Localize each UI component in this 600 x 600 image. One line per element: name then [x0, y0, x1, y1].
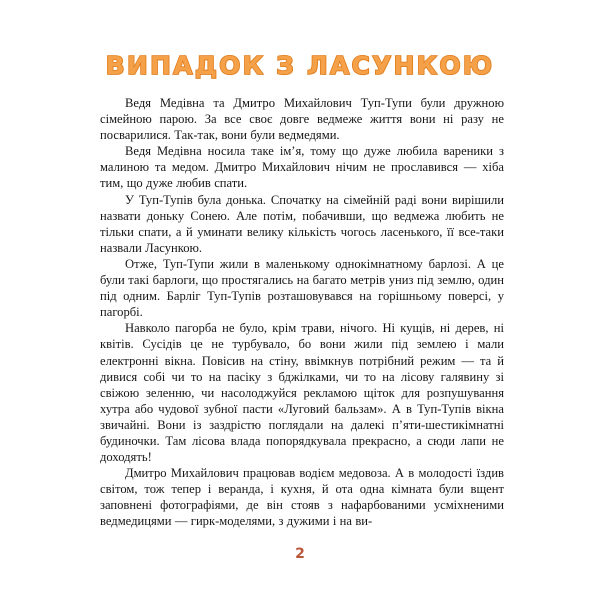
paragraph: Навколо пагорба не було, крім трави, нічого. Ні кущів, ні дерев, ні квітів. Сусідів це не турбувало, бо вони жили під землею і мали електронні вікна. Повісив на стіну, ввімкнув потрібний режим — та й дивися собі чи то на пасіку з бджілками, чи то на лісову галявину зі свіжою зеленню, чи насолоджуйся рекламою щіток для розпушування хутра або чудової зубної пасти «Луговий бальзам». А в Туп-Тупів вікна звичайні. Вони із заздрістю поглядали на далекі п’яти-шестикімнатні будиночки. Там лісова влада попорядкувала прекрасно, а сюди лапи не доходять! — [100, 321, 504, 465]
chapter-title: ВИПАДОК З ЛАСУНКОЮ — [105, 51, 495, 80]
paragraph: У Туп-Тупів була донька. Спочатку на сімейній раді вони вирішили назвати доньку Сонею. Але потім, побачивши, що ведмежа любить не тільки спати, а й уминати велику кількість чогось ласенького, її все-таки назвали Ласункою. — [100, 192, 504, 255]
paragraph: Дмитро Михайлович працював водієм медовоза. А в молодості їздив світом, тож тепер і веранда, і кухня, й ота одна кімната були вщент заповнені фотографіями, де він стояв з нафарбованими усміхненими ведмедицями — гирк-моделями, з дужими і на ви- — [100, 466, 504, 529]
paragraph: Ведя Медівна носила таке ім’я, тому що дуже любила вареники з малиною та медом. Дмитро Михайлович нічим не прославився — хіба тим, що дуже любив спати. — [100, 144, 504, 191]
body-text-column — [100, 95, 504, 530]
paragraph: Ведя Медівна та Дмитро Михайлович Туп-Тупи були дружною сімейною парою. За все своє довге ведмеже життя вони ні разу не посварилися. Так-так, вони були ведмедями. — [100, 96, 504, 143]
page-number: 2 — [295, 546, 305, 562]
paragraph: Отже, Туп-Тупи жили в маленькому однокімнатному барлозі. А це були такі барлоги, що простягались на багато метрів униз під землю, один під одним. Барліг Туп-Тупів розташовувався на горішньому поверсі, у пагорбі. — [100, 256, 504, 320]
